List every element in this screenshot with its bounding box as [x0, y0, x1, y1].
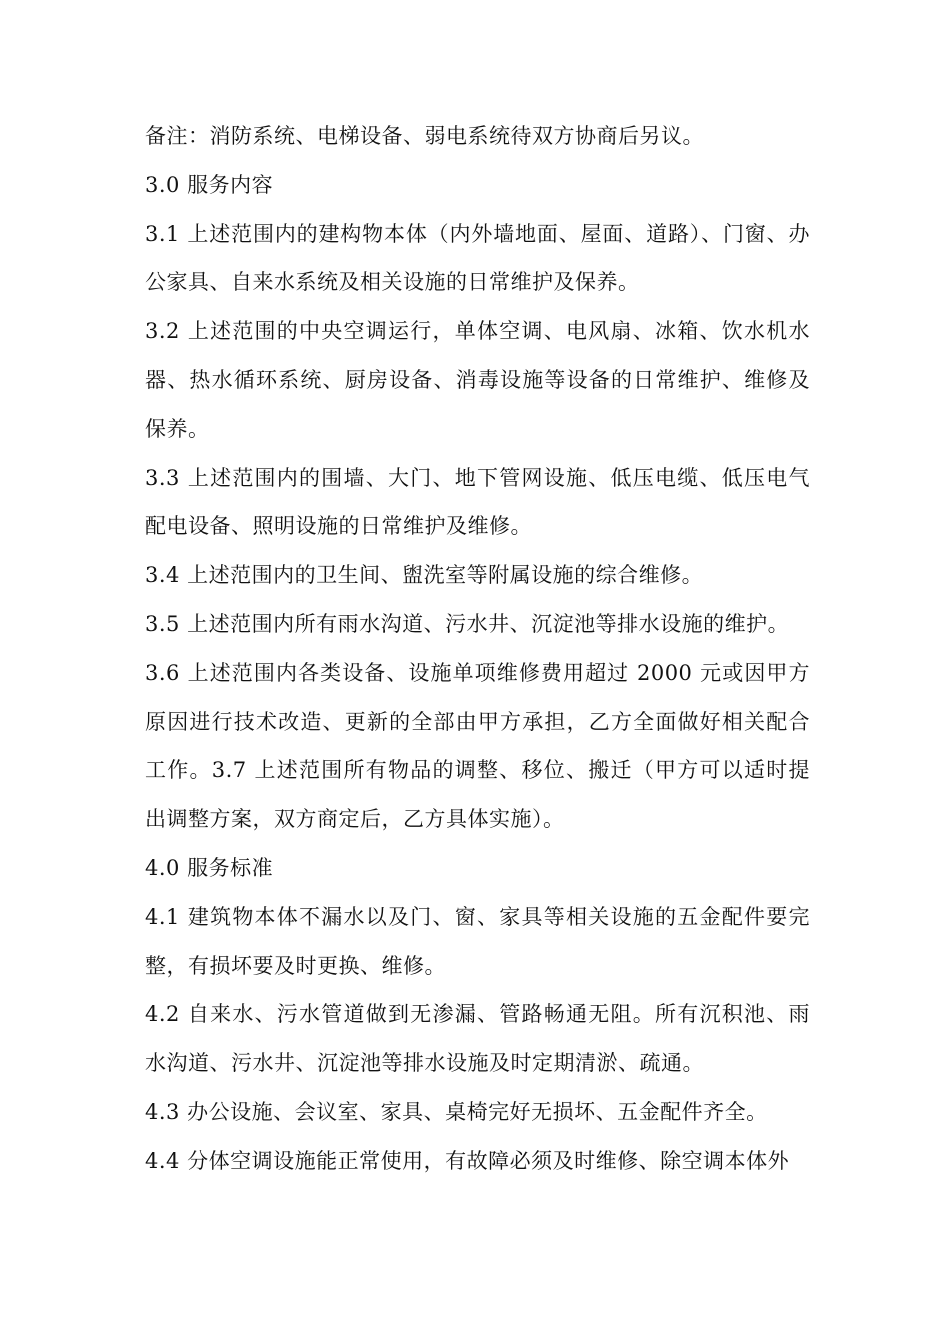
clause-4-3: 4.3 办公设施、会议室、家具、桌椅完好无损坏、五金配件齐全。	[145, 1099, 768, 1124]
section-heading-4-0: 4.0 服务标准	[145, 855, 274, 880]
clause-4-1: 4.1 建筑物本体不漏水以及门、窗、家具等相关设施的五金配件要完整，有损坏要及时更换、维修。	[145, 904, 810, 978]
clause-3-5: 3.5 上述范围内所有雨水沟道、污水井、沉淀池等排水设施的维护。	[145, 611, 790, 636]
clause-3-2: 3.2 上述范围的中央空调运行，单体空调、电风扇、冰箱、饮水机水器、热水循环系统、厨房设备、消毒设施等设备的日常维护、维修及保养。	[145, 319, 810, 441]
clause-3-4: 3.4 上述范围内的卫生间、盥洗室等附属设施的综合维修。	[145, 563, 704, 588]
section-heading-3-0: 3.0 服务内容	[145, 172, 274, 197]
clause-3-6-3-7: 3.6 上述范围内各类设备、设施单项维修费用超过 2000 元或因甲方原因进行技术改造、更新的全部由甲方承担，乙方全面做好相关配合工作。3.7 上述范围所有物品的调整、移位、搬迁（甲方可以适时提出调整方案，双方商定后，乙方具体实施）。	[145, 660, 810, 832]
clause-4-2: 4.2 自来水、污水管道做到无渗漏、管路畅通无阻。所有沉积池、雨水沟道、污水井、沉淀池等排水设施及时定期清淤、疏通。	[145, 1002, 810, 1076]
clause-3-1: 3.1 上述范围内的建构物本体（内外墙地面、屋面、道路）、门窗、办公家具、自来水系统及相关设施的日常维护及保养。	[145, 221, 810, 295]
document-body	[145, 112, 810, 1186]
clause-4-4: 4.4 分体空调设施能正常使用，有故障必须及时维修、除空调本体外	[145, 1148, 790, 1173]
clause-3-3: 3.3 上述范围内的围墙、大门、地下管网设施、低压电缆、低压电气配电设备、照明设施的日常维护及维修。	[145, 465, 810, 539]
remark-paragraph: 备注：消防系统、电梯设备、弱电系统待双方协商后另议。	[145, 124, 704, 148]
